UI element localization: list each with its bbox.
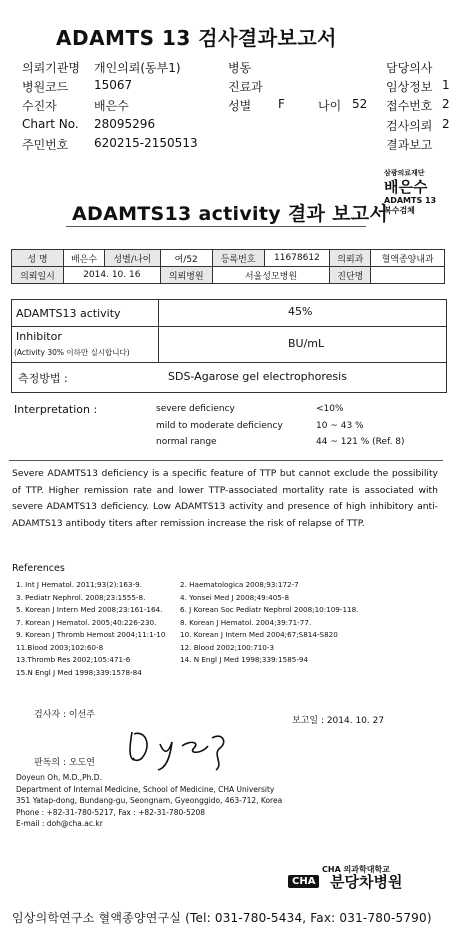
- doctor-name: Doyeun Oh, M.D.,Ph.D.: [16, 773, 102, 782]
- results-box: [11, 299, 447, 393]
- results-divider-1: [12, 326, 446, 327]
- reference-item: 2. Haematologica 2008;93:172-7: [180, 580, 299, 589]
- results-divider-2: [12, 362, 446, 363]
- doctor-contact-block: [16, 772, 282, 830]
- foundation-test: ADAMTS 13: [384, 196, 437, 205]
- label-clinical-info: 임상정보: [386, 80, 433, 94]
- label-chart-no: Chart No.: [22, 117, 79, 131]
- cell-regno-value: 11678612: [264, 250, 330, 267]
- reference-item: 3. Pediatr Nephrol. 2008;23:1555-8.: [16, 592, 146, 602]
- doctor-address: 351 Yatap-dong, Bundang-gu, Seongnam, Gyeonggido, 463-712, Korea: [16, 796, 283, 805]
- cell-dept-label: 의뢰과: [330, 250, 371, 267]
- reference-item: 5. Korean J Intern Med 2008;23:161-164.: [16, 605, 163, 614]
- report-header-title: ADAMTS 13 검사결과보고서: [56, 26, 338, 50]
- cell-sexage-label: 성별/나이: [105, 250, 161, 267]
- foundation-name: 삼광의료재단: [384, 169, 425, 177]
- info-row-2: [12, 267, 445, 284]
- inhibitor-label: Inhibitor: [16, 330, 62, 343]
- report-title: ADAMTS13 activity 결과 보고서: [72, 203, 389, 225]
- inhibitor-value: BU/mL: [288, 337, 325, 350]
- label-age: 나이: [318, 99, 342, 113]
- reference-item: 15.N Engl J Med 1998;339:1578-84: [16, 667, 142, 677]
- signature-icon: [124, 724, 234, 774]
- label-hospital-code: 병원코드: [22, 80, 69, 94]
- value-receipt-no: 2: [442, 97, 450, 111]
- info-row-1: [12, 250, 445, 267]
- lab-footer: 임상의학연구소 혈액종양연구실 (Tel: 031-780-5434, Fax: 031-780-5790): [12, 911, 432, 925]
- activity-value: 45%: [288, 305, 313, 318]
- label-requester: 의뢰기관명: [22, 61, 80, 75]
- label-result-report: 결과보고: [386, 138, 433, 152]
- foundation-patient-name: 배은수: [384, 178, 428, 196]
- value-patient: 배은수: [94, 99, 129, 113]
- label-resident-no: 주민번호: [22, 138, 69, 152]
- value-age: 52: [352, 97, 368, 111]
- method-value: SDS-Agarose gel electrophoresis: [168, 370, 347, 383]
- reference-item: 1. Int J Hematol. 2011;93(2):163-9.: [16, 580, 142, 589]
- reference-item: 14. N Engl J Med 1998;339:1585-94: [180, 655, 309, 664]
- foundation-specimen: 복수검체: [384, 206, 415, 215]
- hospital-name: 분당차병원: [330, 873, 403, 891]
- interp-severe-label: severe deficiency: [156, 404, 235, 414]
- cell-dept-value: 혈액종양내과: [371, 250, 445, 267]
- value-sex: F: [278, 97, 285, 111]
- value-clinical-info: 1: [442, 78, 450, 92]
- cell-hospital-label: 의뢰병원: [160, 267, 212, 284]
- value-chart-no: 28095296: [94, 117, 156, 131]
- reference-item: 11.Blood 2003;102:60-8: [16, 642, 104, 652]
- cell-sexage-value: 여/52: [160, 250, 212, 267]
- cell-regno-label: 등록번호: [212, 250, 264, 267]
- cell-date-value: 2014. 10. 16: [63, 267, 160, 284]
- title-underline: [66, 226, 366, 227]
- interp-severe-value: <10%: [316, 404, 344, 414]
- references-title: References: [12, 563, 65, 574]
- reference-item: 12. Blood 2002;100:710-3: [180, 642, 275, 652]
- clinical-paragraph: Severe ADAMTS13 deficiency is a specific feature of TTP but cannot exclude the possibility of TTP. Higher remission rate and lower TTP-associated mortality rate is associated with severe ADAMTS13 deficiency. Low ADAMTS13 activity and presence of high inhibitory anti-ADAMTS13 antibody titers after remission increase the risk of relapse of TTP.: [12, 468, 438, 529]
- reference-item: 13.Thromb Res 2002;105:471-6: [16, 655, 131, 664]
- paragraph-top-rule: [9, 460, 443, 461]
- interp-mild-value: 10 ~ 43 %: [316, 421, 364, 431]
- results-vdivider: [158, 300, 159, 362]
- label-test-request: 검사의뢰: [386, 119, 433, 133]
- cell-name-value: 배은수: [63, 250, 104, 267]
- method-label: 측정방법 :: [18, 372, 68, 385]
- reference-item: 8. Korean J Hematol. 2004;39:71-77.: [180, 617, 312, 627]
- value-test-request: 2: [442, 117, 450, 131]
- cell-diagnosis-label: 진단명: [330, 267, 371, 284]
- value-requester: 개인의뢰(동부1): [94, 61, 181, 75]
- label-receipt-no: 접수번호: [386, 99, 433, 113]
- reference-item: 9. Korean J Thromb Hemost 2004;11:1-10: [16, 630, 166, 639]
- interp-normal-value: 44 ~ 121 % (Ref. 8): [316, 437, 405, 447]
- activity-label: ADAMTS13 activity: [16, 307, 121, 320]
- references-left-column: [16, 579, 165, 679]
- cell-diagnosis-value: [371, 267, 445, 284]
- value-hospital-code: 15067: [94, 78, 133, 92]
- cell-hospital-value: 서울성모병원: [212, 267, 330, 284]
- interp-normal-label: normal range: [156, 437, 217, 447]
- references-right-column: [180, 579, 358, 667]
- report-date: 보고일 : 2014. 10. 27: [292, 716, 385, 726]
- foundation-stamp: [384, 168, 436, 216]
- cell-name-label: 성 명: [12, 250, 64, 267]
- patient-info-table: [11, 249, 445, 284]
- hospital-logo-icon: CHA: [288, 875, 319, 888]
- reference-item: 6. J Korean Soc Pediatr Nephrol 2008;10:109-118.: [180, 605, 359, 614]
- doctor-email: E-mail : doh@cha.ac.kr: [16, 819, 103, 828]
- value-resident-no: 620215-2150513: [94, 136, 198, 150]
- label-department: 진료과: [228, 80, 263, 94]
- interp-mild-label: mild to moderate deficiency: [156, 421, 283, 431]
- doctor-phone: Phone : +82-31-780-5217, Fax : +82-31-780-5208: [16, 807, 206, 817]
- label-patient: 수진자: [22, 99, 57, 113]
- cell-date-label: 의뢰일시: [12, 267, 64, 284]
- reading-doctor: 판독의 : 오도연: [34, 758, 95, 768]
- label-sex: 성별: [228, 99, 252, 113]
- inhibitor-note: (Activity 30% 이하만 실시합니다): [14, 348, 130, 357]
- doctor-department: Department of Internal Medicine, School of Medicine, CHA University: [16, 784, 275, 794]
- reference-item: 10. Korean J Intern Med 2004;67;S814-S820: [180, 630, 338, 639]
- university-name: CHA 의과학대학교: [322, 865, 390, 874]
- reference-item: 4. Yonsei Med J 2008;49:405-8: [180, 592, 290, 602]
- tester: 검사자 : 이선주: [34, 710, 95, 720]
- label-doctor: 담당의사: [386, 61, 433, 75]
- reference-item: 7. Korean J Hematol. 2005;40:226-230.: [16, 617, 157, 627]
- interpretation-label: Interpretation :: [14, 403, 98, 416]
- label-ward: 병동: [228, 61, 252, 75]
